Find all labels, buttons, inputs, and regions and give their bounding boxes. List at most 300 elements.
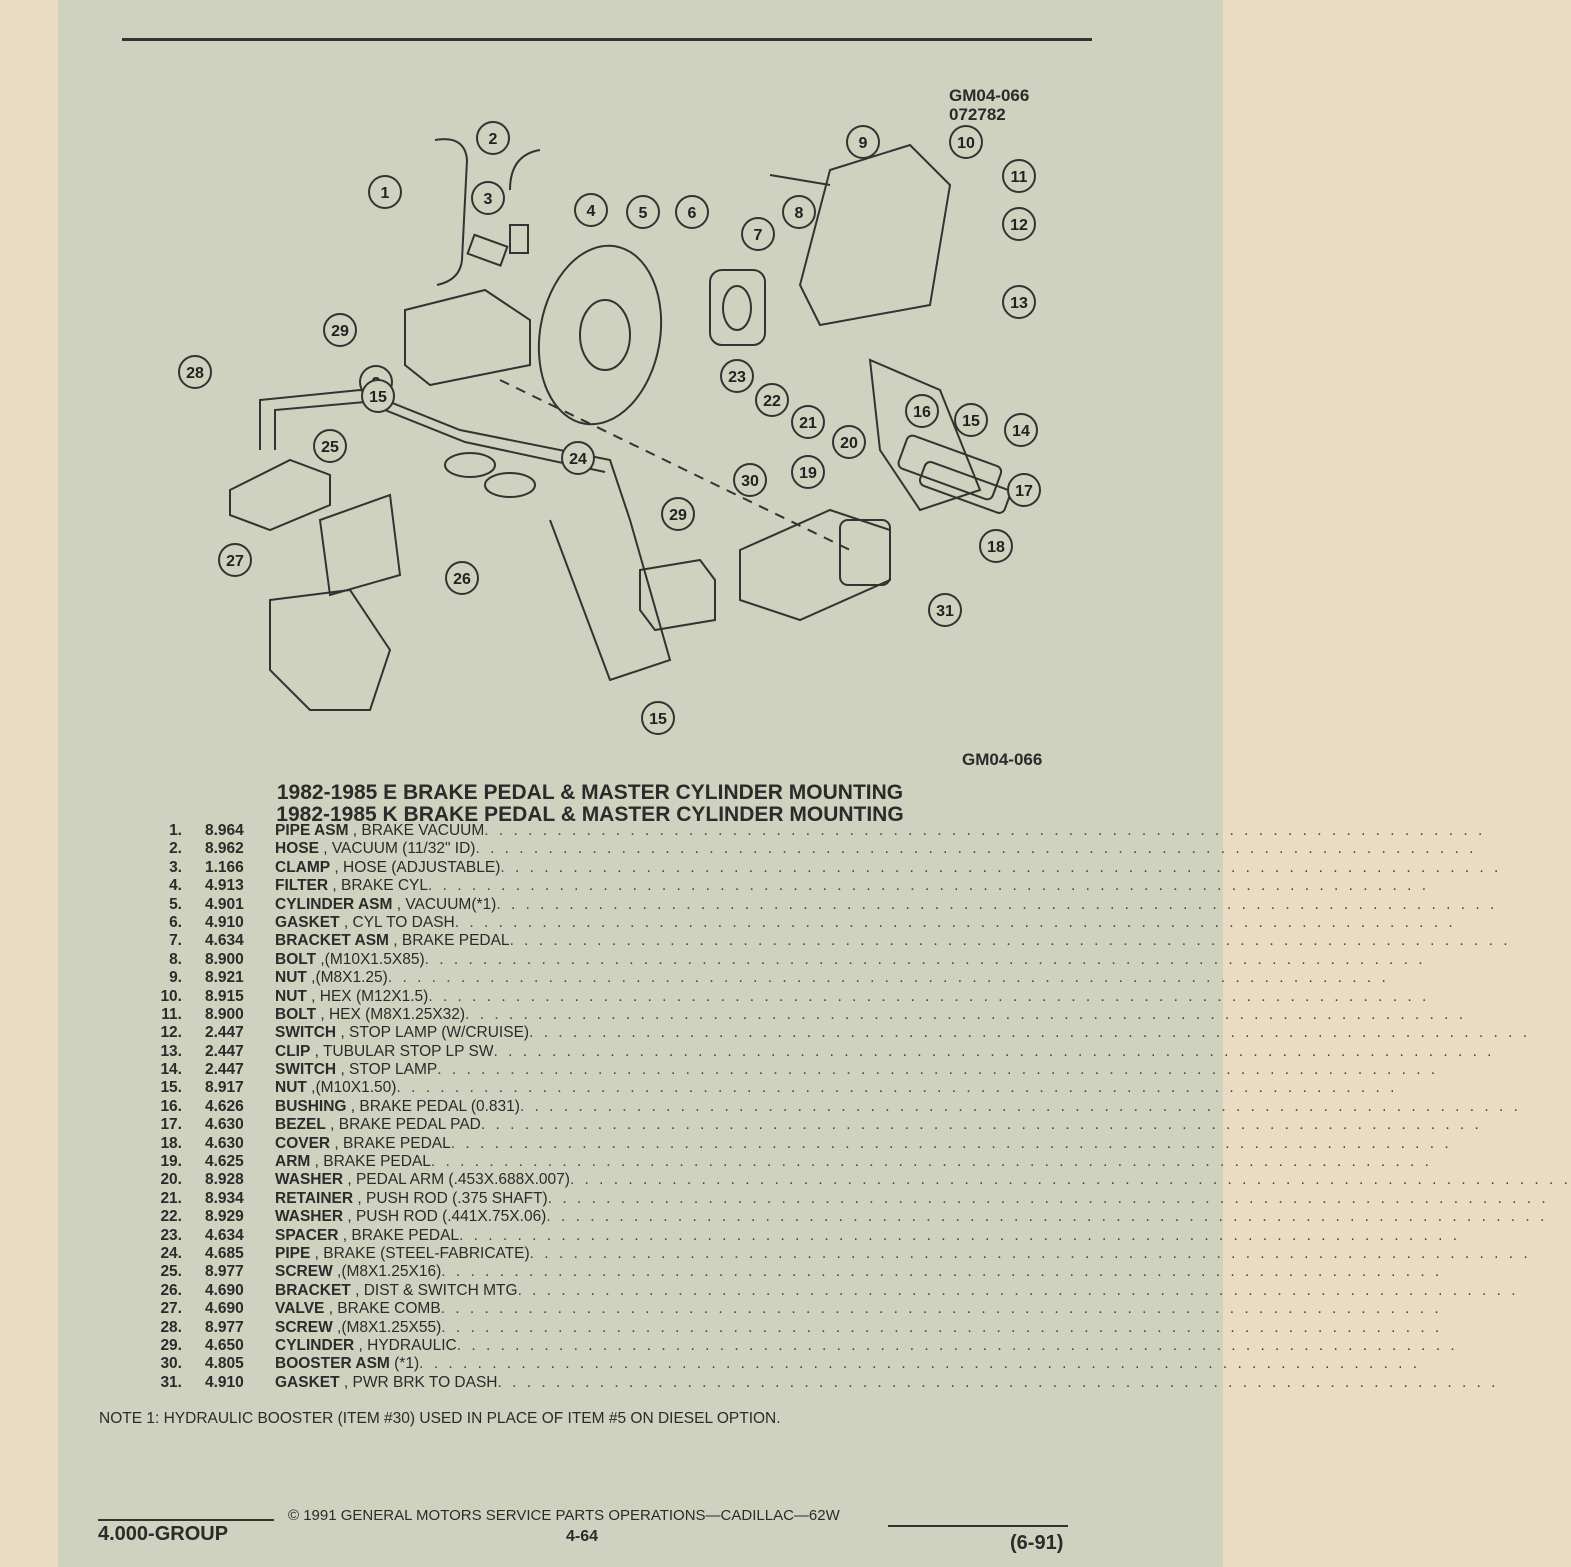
callout-9 [847, 126, 879, 158]
pedal-pad-drawing [897, 434, 1003, 501]
parts-list-row [150, 1226, 1461, 1245]
part-name: SWITCH [275, 1024, 337, 1042]
item-number: 2. [169, 840, 182, 858]
part-name: BOLT [275, 1005, 317, 1023]
parts-list-row [150, 1189, 1549, 1208]
part-description [275, 1097, 1521, 1116]
svg-text:27: 27 [226, 553, 244, 570]
item-number: 29. [160, 1336, 182, 1354]
callout-22 [756, 384, 788, 416]
part-name: WASHER [275, 1171, 344, 1189]
svg-text:29: 29 [331, 323, 349, 340]
part-code: 8.900 [205, 1005, 244, 1023]
callout-29 [662, 498, 694, 530]
item-number: 13. [160, 1042, 182, 1060]
page-titles [240, 782, 940, 826]
part-detail: , HEX (M8X1.25X32) [316, 1005, 466, 1023]
svg-text:8: 8 [794, 205, 804, 222]
footnote: NOTE 1: HYDRAULIC BOOSTER (ITEM #30) USED IN PLACE OF ITEM #5 ON DIESEL OPTION. [99, 1410, 781, 1427]
parts-list-row [150, 822, 1486, 840]
parts-list-row [150, 969, 1389, 987]
part-code: 8.900 [205, 950, 244, 968]
leader-dots: . . . . . . . . . . . . . . . . . . . . . . . . . . . . . . . . . . . . . . . . . . . . . . . . . . . . . . . . . . . . . . . . . . . . . [529, 1024, 1531, 1042]
part-name: SCREW [275, 1318, 333, 1336]
parts-list-row [150, 895, 1498, 914]
parts-list-row [150, 858, 1502, 877]
leader-dots: . . . . . . . . . . . . . . . . . . . . . . . . . . . . . . . . . . . . . . . . . . . . . . . . . . . . . . . . . . . . . . . . . . . . . [475, 840, 1477, 858]
leader-dots: . . . . . . . . . . . . . . . . . . . . . . . . . . . . . . . . . . . . . . . . . . . . . . . . . . . . . . . . . . . . . . . . . . . . . [441, 1263, 1443, 1281]
part-detail: ,(M10X1.50) [306, 1079, 397, 1097]
part-description [275, 1355, 1421, 1373]
leader-dots: . . . . . . . . . . . . . . . . . . . . . . . . . . . . . . . . . . . . . . . . . . . . . . . . . . . . . . . . . . . . . . . . . . . . . [454, 913, 1456, 931]
part-code: 8.977 [205, 1318, 244, 1336]
item-number: 25. [160, 1263, 182, 1281]
vacuum-hose-drawing [510, 150, 540, 190]
leader-dots: . . . . . . . . . . . . . . . . . . . . . . . . . . . . . . . . . . . . . . . . . . . . . . . . . . . . . . . . . . . . . . . . . . . . . [428, 987, 1430, 1005]
part-name: WASHER [275, 1208, 344, 1226]
part-code: 4.625 [205, 1153, 244, 1171]
part-code: 8.964 [205, 822, 244, 839]
item-number: 19. [160, 1153, 182, 1171]
parts-list-row [150, 1153, 1432, 1171]
callout-28 [179, 356, 211, 388]
part-detail: , BRAKE PEDAL [330, 1134, 451, 1152]
part-detail: , DIST & SWITCH MTG [350, 1281, 518, 1299]
parts-list-row [150, 1171, 1571, 1189]
item-number: 7. [169, 932, 182, 950]
callout-19 [792, 456, 824, 488]
frame-rail-drawing [270, 590, 390, 710]
part-code: 4.634 [205, 1226, 244, 1244]
part-name: SCREW [275, 1263, 333, 1281]
gasket-drawing [710, 270, 765, 345]
part-description [275, 913, 1456, 932]
svg-text:24: 24 [569, 451, 587, 468]
part-name: HOSE [275, 840, 319, 858]
parts-list [150, 822, 1571, 1392]
parts-list-row [150, 987, 1430, 1006]
callout-layer [179, 122, 1040, 734]
part-description [275, 1189, 1549, 1208]
part-detail: , BRAKE PEDAL (0.831) [346, 1097, 520, 1115]
svg-text:12: 12 [1010, 217, 1028, 234]
part-name: CYLINDER [275, 1336, 355, 1354]
item-number: 30. [160, 1355, 182, 1373]
part-description [275, 1024, 1531, 1042]
part-code: 2.447 [205, 1061, 244, 1079]
item-number: 5. [169, 895, 182, 913]
part-detail: ,(M10X1.5X85) [316, 950, 425, 968]
part-description [275, 877, 1430, 895]
part-code: 4.805 [205, 1355, 244, 1373]
leader-dots: . . . . . . . . . . . . . . . . . . . . . . . . . . . . . . . . . . . . . . . . . . . . . . . . . . . . . . . . . . . . . . . . . . . . . [517, 1281, 1519, 1299]
part-code: 8.934 [205, 1189, 244, 1207]
svg-text:17: 17 [1015, 483, 1033, 500]
svg-text:20: 20 [840, 435, 858, 452]
part-description [275, 1336, 1458, 1355]
vacuum-pipe-drawing [435, 139, 467, 285]
part-name: SWITCH [275, 1061, 337, 1079]
item-number: 17. [160, 1116, 182, 1134]
callout-14 [1005, 414, 1037, 446]
callout-11 [1003, 160, 1035, 192]
part-detail: , PWR BRK TO DASH [339, 1373, 498, 1391]
part-code: 2.447 [205, 1024, 244, 1042]
parts-list-row [150, 1208, 1548, 1226]
part-description [275, 969, 1389, 987]
item-number: 21. [160, 1189, 182, 1207]
switch-mounting-bracket-drawing [320, 495, 400, 595]
page-number: 4-64 [566, 1528, 599, 1545]
copyright-line: © 1991 GENERAL MOTORS SERVICE PARTS OPERATIONS—CADILLAC—62W [288, 1507, 840, 1524]
part-description [275, 1042, 1495, 1061]
item-number: 8. [169, 950, 182, 968]
part-description [275, 1226, 1461, 1245]
callout-17 [1008, 474, 1040, 506]
parts-list-row [150, 840, 1477, 858]
svg-text:26: 26 [453, 571, 471, 588]
callout-15 [362, 380, 394, 412]
svg-text:10: 10 [957, 135, 975, 152]
svg-text:23: 23 [728, 369, 746, 386]
part-code: 8.928 [205, 1171, 244, 1189]
booster-gasket-drawing [840, 520, 890, 585]
part-description [275, 1079, 1398, 1097]
combination-valve-drawing [230, 460, 330, 530]
part-description [275, 1061, 1439, 1079]
item-number: 1. [169, 822, 182, 839]
part-detail: , BRAKE PEDAL [338, 1226, 460, 1244]
part-description [275, 1171, 1571, 1189]
part-name: SPACER [275, 1226, 339, 1244]
svg-text:29: 29 [669, 507, 687, 524]
part-detail: , HYDRAULIC [354, 1336, 457, 1354]
part-detail: (*1) [389, 1355, 420, 1373]
vacuum-booster-drawing [525, 236, 674, 434]
svg-text:1: 1 [380, 185, 390, 202]
part-description [275, 1134, 1452, 1153]
part-code: 2.447 [205, 1042, 244, 1060]
svg-text:16: 16 [913, 404, 931, 421]
part-description [275, 932, 1511, 950]
parts-list-row [150, 1336, 1458, 1355]
part-detail: , PUSH ROD (.375 SHAFT) [353, 1189, 548, 1207]
callout-2 [477, 122, 509, 154]
part-name: CLAMP [275, 858, 331, 876]
part-name: ARM [275, 1153, 311, 1171]
part-name: RETAINER [275, 1189, 354, 1207]
booster-center-drawing [580, 300, 630, 370]
callout-21 [792, 406, 824, 438]
part-name: BRACKET [275, 1281, 351, 1299]
top-rule [122, 38, 1092, 41]
leader-dots: . . . . . . . . . . . . . . . . . . . . . . . . . . . . . . . . . . . . . . . . . . . . . . . . . . . . . . . . . . . . . . . . . . . . . [428, 877, 1430, 895]
item-number: 31. [160, 1373, 182, 1391]
svg-text:31: 31 [936, 603, 954, 620]
part-name: PIPE [275, 1244, 311, 1262]
leader-dots: . . . . . . . . . . . . . . . . . . . . . . . . . . . . . . . . . . . . . . . . . . . . . . . . . . . . . . . . . . . . . . . . . . . . . [465, 1005, 1467, 1023]
part-detail: , VACUUM(*1) [392, 895, 497, 913]
svg-text:2: 2 [488, 131, 498, 148]
parts-list-row [150, 913, 1456, 932]
svg-text:13: 13 [1010, 295, 1028, 312]
parts-list-row [150, 1318, 1443, 1337]
part-detail: , HEX (M12X1.5) [306, 987, 429, 1005]
item-number: 16. [160, 1097, 182, 1115]
callout-1 [369, 176, 401, 208]
part-code: 8.915 [205, 987, 244, 1005]
parts-list-row [150, 1244, 1531, 1263]
part-detail: , VACUUM (11/32" ID) [318, 840, 476, 858]
leader-dots: . . . . . . . . . . . . . . . . . . . . . . . . . . . . . . . . . . . . . . . . . . . . . . . . . . . . . . . . . . . . . . . . . . . . . [387, 969, 1389, 987]
footer-rule [888, 1525, 1068, 1527]
leader-dots: . . . . . . . . . . . . . . . . . . . . . . . . . . . . . . . . . . . . . . . . . . . . . . . . . . . . . . . . . . . . . . . . . . . . . [519, 1097, 1521, 1115]
callout-29 [324, 314, 356, 346]
callout-4 [575, 194, 607, 226]
part-name: GASKET [275, 1373, 340, 1391]
callout-20 [833, 426, 865, 458]
parts-list-row [150, 1097, 1521, 1116]
parts-list-row [150, 1079, 1398, 1097]
svg-text:22: 22 [763, 393, 781, 410]
part-description [275, 1373, 1499, 1392]
leader-dots: . . . . . . . . . . . . . . . . . . . . . . . . . . . . . . . . . . . . . . . . . . . . . . . . . . . . . . . . . . . . . . . . . . . . . [459, 1226, 1461, 1244]
item-number: 26. [160, 1281, 182, 1299]
leader-dots: . . . . . . . . . . . . . . . . . . . . . . . . . . . . . . . . . . . . . . . . . . . . . . . . . . . . . . . . . . . . . . . . . . . . . [419, 1355, 1421, 1373]
callout-26 [446, 562, 478, 594]
item-number: 11. [161, 1005, 182, 1023]
leader-dots: . . . . . . . . . . . . . . . . . . . . . . . . . . . . . . . . . . . . . . . . . . . . . . . . . . . . . . . . . . . . . . . . . . . . . [456, 1336, 1458, 1354]
item-number: 23. [160, 1226, 182, 1244]
part-name: VALVE [275, 1300, 325, 1318]
part-code: 1.166 [205, 858, 244, 876]
item-number: 4. [169, 877, 182, 895]
hose-piece-drawing [468, 235, 508, 266]
svg-text:15: 15 [369, 389, 387, 406]
part-name: BRACKET ASM [275, 932, 389, 950]
part-code: 4.910 [205, 1373, 244, 1391]
svg-text:15: 15 [962, 413, 980, 430]
part-name: CLIP [275, 1042, 311, 1060]
master-cylinder-drawing [405, 290, 530, 385]
part-description [275, 1281, 1519, 1300]
filter-drawing [510, 225, 528, 253]
part-code: 8.929 [205, 1208, 244, 1226]
leader-dots: . . . . . . . . . . . . . . . . . . . . . . . . . . . . . . . . . . . . . . . . . . . . . . . . . . . . . . . . . . . . . . . . . . . . . [480, 1116, 1482, 1134]
svg-text:30: 30 [741, 473, 759, 490]
leader-dots: . . . . . . . . . . . . . . . . . . . . . . . . . . . . . . . . . . . . . . . . . . . . . . . . . . . . . . . . . . . . . . . . . . . . . [450, 1134, 1452, 1152]
part-detail: , CYL TO DASH [339, 913, 455, 931]
part-detail: ,(M8X1.25) [306, 969, 388, 987]
part-name: CYLINDER ASM [275, 895, 393, 913]
exploded-parts-diagram [170, 110, 1070, 750]
item-number: 12. [160, 1024, 182, 1042]
leader-dots: . . . . . . . . . . . . . . . . . . . . . . . . . . . . . . . . . . . . . . . . . . . . . . . . . . . . . . . . . . . . . . . . . . . . . [500, 858, 1502, 876]
item-number: 24. [160, 1244, 182, 1262]
callout-15 [955, 404, 987, 436]
svg-text:3: 3 [483, 191, 493, 208]
part-detail: , PUSH ROD (.441X.75X.06) [343, 1208, 547, 1226]
part-code: 8.977 [205, 1263, 244, 1281]
callout-23 [721, 360, 753, 392]
part-description [275, 895, 1498, 914]
leader-dots: . . . . . . . . . . . . . . . . . . . . . . . . . . . . . . . . . . . . . . . . . . . . . . . . . . . . . . . . . . . . . . . . . . . . . [493, 1042, 1495, 1060]
part-code: 4.634 [205, 932, 244, 950]
part-code: 4.630 [205, 1134, 244, 1152]
callout-3 [472, 182, 504, 214]
leader-dots: . . . . . . . . . . . . . . . . . . . . . . . . . . . . . . . . . . . . . . . . . . . . . . . . . . . . . . . . . . . . . . . . . . . . . [509, 932, 1511, 950]
item-number: 9. [169, 969, 182, 987]
part-name: BOLT [275, 950, 317, 968]
parts-list-row [150, 877, 1430, 895]
parts-list-row [150, 1005, 1467, 1024]
svg-text:18: 18 [987, 539, 1005, 556]
footer-rule [98, 1519, 274, 1521]
callout-27 [219, 544, 251, 576]
callout-8 [783, 196, 815, 228]
part-description [275, 1005, 1467, 1024]
leader-dots: . . . . . . . . . . . . . . . . . . . . . . . . . . . . . . . . . . . . . . . . . . . . . . . . . . . . . . . . . . . . . . . . . . . . . [430, 1153, 1432, 1171]
part-name: BEZEL [275, 1116, 326, 1134]
svg-text:11: 11 [1010, 169, 1028, 186]
parts-list-row [150, 1373, 1499, 1392]
part-detail: , BRAKE (STEEL-FABRICATE) [310, 1244, 530, 1262]
callout-12 [1003, 208, 1035, 240]
item-number: 10. [160, 987, 182, 1005]
item-number: 27. [160, 1300, 182, 1318]
part-detail: , BRAKE PEDAL [388, 932, 510, 950]
figure-code-line: GM04-066 [949, 86, 1030, 105]
part-description [275, 1153, 1432, 1171]
part-detail: , STOP LAMP (W/CRUISE) [336, 1024, 530, 1042]
part-code: 4.913 [205, 877, 244, 895]
part-detail: ,(M8X1.25X16) [332, 1263, 442, 1281]
pedal-bracket-drawing [800, 145, 950, 325]
callout-7 [742, 218, 774, 250]
part-name: BUSHING [275, 1097, 347, 1115]
part-detail: , BRAKE PEDAL PAD [325, 1116, 481, 1134]
group-label: 4.000-GROUP [98, 1523, 229, 1545]
leader-dots: . . . . . . . . . . . . . . . . . . . . . . . . . . . . . . . . . . . . . . . . . . . . . . . . . . . . . . . . . . . . . . . . . . . . . [497, 1373, 1499, 1391]
parts-list-row [150, 1300, 1442, 1318]
part-detail: ,(M8X1.25X55) [332, 1318, 442, 1336]
svg-text:19: 19 [799, 465, 817, 482]
part-description [275, 858, 1502, 877]
item-number: 20. [160, 1171, 182, 1189]
part-detail: , BRAKE PEDAL [310, 1153, 431, 1171]
leader-dots: . . . . . . . . . . . . . . . . . . . . . . . . . . . . . . . . . . . . . . . . . . . . . . . . . . . . . . . . . . . . . . . . . . . . . [424, 950, 1426, 968]
leader-dots: . . . . . . . . . . . . . . . . . . . . . . . . . . . . . . . . . . . . . . . . . . . . . . . . . . . . . . . . . . . . . . . . . . . . . [569, 1171, 1571, 1189]
svg-text:4: 4 [586, 203, 596, 220]
part-description [275, 987, 1430, 1006]
parts-list-row [150, 1024, 1531, 1042]
part-code: 4.690 [205, 1300, 244, 1318]
parts-list-row [150, 1042, 1495, 1061]
item-number: 22. [160, 1208, 182, 1226]
leader-dots: . . . . . . . . . . . . . . . . . . . . . . . . . . . . . . . . . . . . . . . . . . . . . . . . . . . . . . . . . . . . . . . . . . . . . [484, 822, 1486, 839]
part-detail: , HOSE (ADJUSTABLE) [330, 858, 501, 876]
part-name: NUT [275, 987, 307, 1005]
part-code: 8.962 [205, 840, 244, 858]
callout-5 [627, 196, 659, 228]
callout-15 [642, 702, 674, 734]
part-description [275, 950, 1426, 969]
parts-list-row [150, 1116, 1482, 1134]
title-line-k: 1982-1985 K BRAKE PEDAL & MASTER CYLINDER MOUNTING [276, 803, 904, 826]
bolt-drawing [770, 175, 830, 185]
part-detail: , BRAKE VACUUM [348, 822, 485, 839]
callout-16 [906, 395, 938, 427]
leader-dots: . . . . . . . . . . . . . . . . . . . . . . . . . . . . . . . . . . . . . . . . . . . . . . . . . . . . . . . . . . . . . . . . . . . . . [529, 1244, 1531, 1262]
callout-30 [734, 464, 766, 496]
leader-dots: . . . . . . . . . . . . . . . . . . . . . . . . . . . . . . . . . . . . . . . . . . . . . . . . . . . . . . . . . . . . . . . . . . . . . [546, 1208, 1548, 1226]
part-detail: , STOP LAMP [336, 1061, 438, 1079]
part-detail: , PEDAL ARM (.453X.688X.007) [343, 1171, 570, 1189]
leader-dots: . . . . . . . . . . . . . . . . . . . . . . . . . . . . . . . . . . . . . . . . . . . . . . . . . . . . . . . . . . . . . . . . . . . . . [496, 895, 1498, 913]
part-code: 4.901 [205, 895, 244, 913]
part-code: 8.917 [205, 1079, 244, 1097]
callout-6 [676, 196, 708, 228]
parts-list-row [150, 1263, 1443, 1281]
callout-24 [562, 442, 594, 474]
part-description [275, 1318, 1443, 1337]
part-code: 4.910 [205, 913, 244, 931]
part-description [275, 1263, 1443, 1281]
parts-list-row [150, 932, 1511, 950]
leader-dots: . . . . . . . . . . . . . . . . . . . . . . . . . . . . . . . . . . . . . . . . . . . . . . . . . . . . . . . . . . . . . . . . . . . . . [547, 1189, 1549, 1207]
svg-text:6: 6 [687, 205, 697, 222]
part-name: COVER [275, 1134, 331, 1152]
figure-code-line: 072782 [949, 105, 1006, 124]
part-name: PIPE ASM [275, 822, 349, 839]
part-name: FILTER [275, 877, 329, 895]
callout-25 [314, 430, 346, 462]
svg-text:25: 25 [321, 439, 339, 456]
part-name: GASKET [275, 913, 340, 931]
svg-text:14: 14 [1012, 423, 1030, 440]
parts-list-row [150, 950, 1426, 969]
svg-text:7: 7 [753, 227, 763, 244]
part-detail: , TUBULAR STOP LP SW [310, 1042, 494, 1060]
figure-reference: GM04-066 [962, 750, 1043, 769]
item-number: 14. [160, 1061, 182, 1079]
part-name: BOOSTER ASM [275, 1355, 390, 1373]
svg-text:9: 9 [858, 135, 868, 152]
part-description [275, 1244, 1531, 1263]
part-name: NUT [275, 969, 307, 987]
part-code: 4.685 [205, 1244, 244, 1262]
leader-dots: . . . . . . . . . . . . . . . . . . . . . . . . . . . . . . . . . . . . . . . . . . . . . . . . . . . . . . . . . . . . . . . . . . . . . [441, 1318, 1443, 1336]
svg-text:5: 5 [638, 205, 648, 222]
svg-text:21: 21 [799, 415, 817, 432]
leader-dots: . . . . . . . . . . . . . . . . . . . . . . . . . . . . . . . . . . . . . . . . . . . . . . . . . . . . . . . . . . . . . . . . . . . . . [437, 1061, 1439, 1079]
part-description [275, 822, 1486, 840]
item-number: 15. [160, 1079, 182, 1097]
part-detail: , BRAKE COMB [324, 1300, 441, 1318]
item-number: 18. [160, 1134, 182, 1152]
title-line-e: 1982-1985 E BRAKE PEDAL & MASTER CYLINDER MOUNTING [276, 781, 904, 804]
item-number: 3. [169, 858, 182, 876]
svg-text:28: 28 [186, 365, 204, 382]
callout-18 [980, 530, 1012, 562]
leader-dots: . . . . . . . . . . . . . . . . . . . . . . . . . . . . . . . . . . . . . . . . . . . . . . . . . . . . . . . . . . . . . . . . . . . . . [396, 1079, 1398, 1097]
part-name: NUT [275, 1079, 307, 1097]
parts-list-row [150, 1355, 1421, 1373]
part-code: 4.690 [205, 1281, 244, 1299]
leader-dots: . . . . . . . . . . . . . . . . . . . . . . . . . . . . . . . . . . . . . . . . . . . . . . . . . . . . . . . . . . . . . . . . . . . . . [440, 1300, 1442, 1318]
revision-date: (6-91) [1010, 1532, 1064, 1554]
parts-list-row [150, 1134, 1452, 1153]
